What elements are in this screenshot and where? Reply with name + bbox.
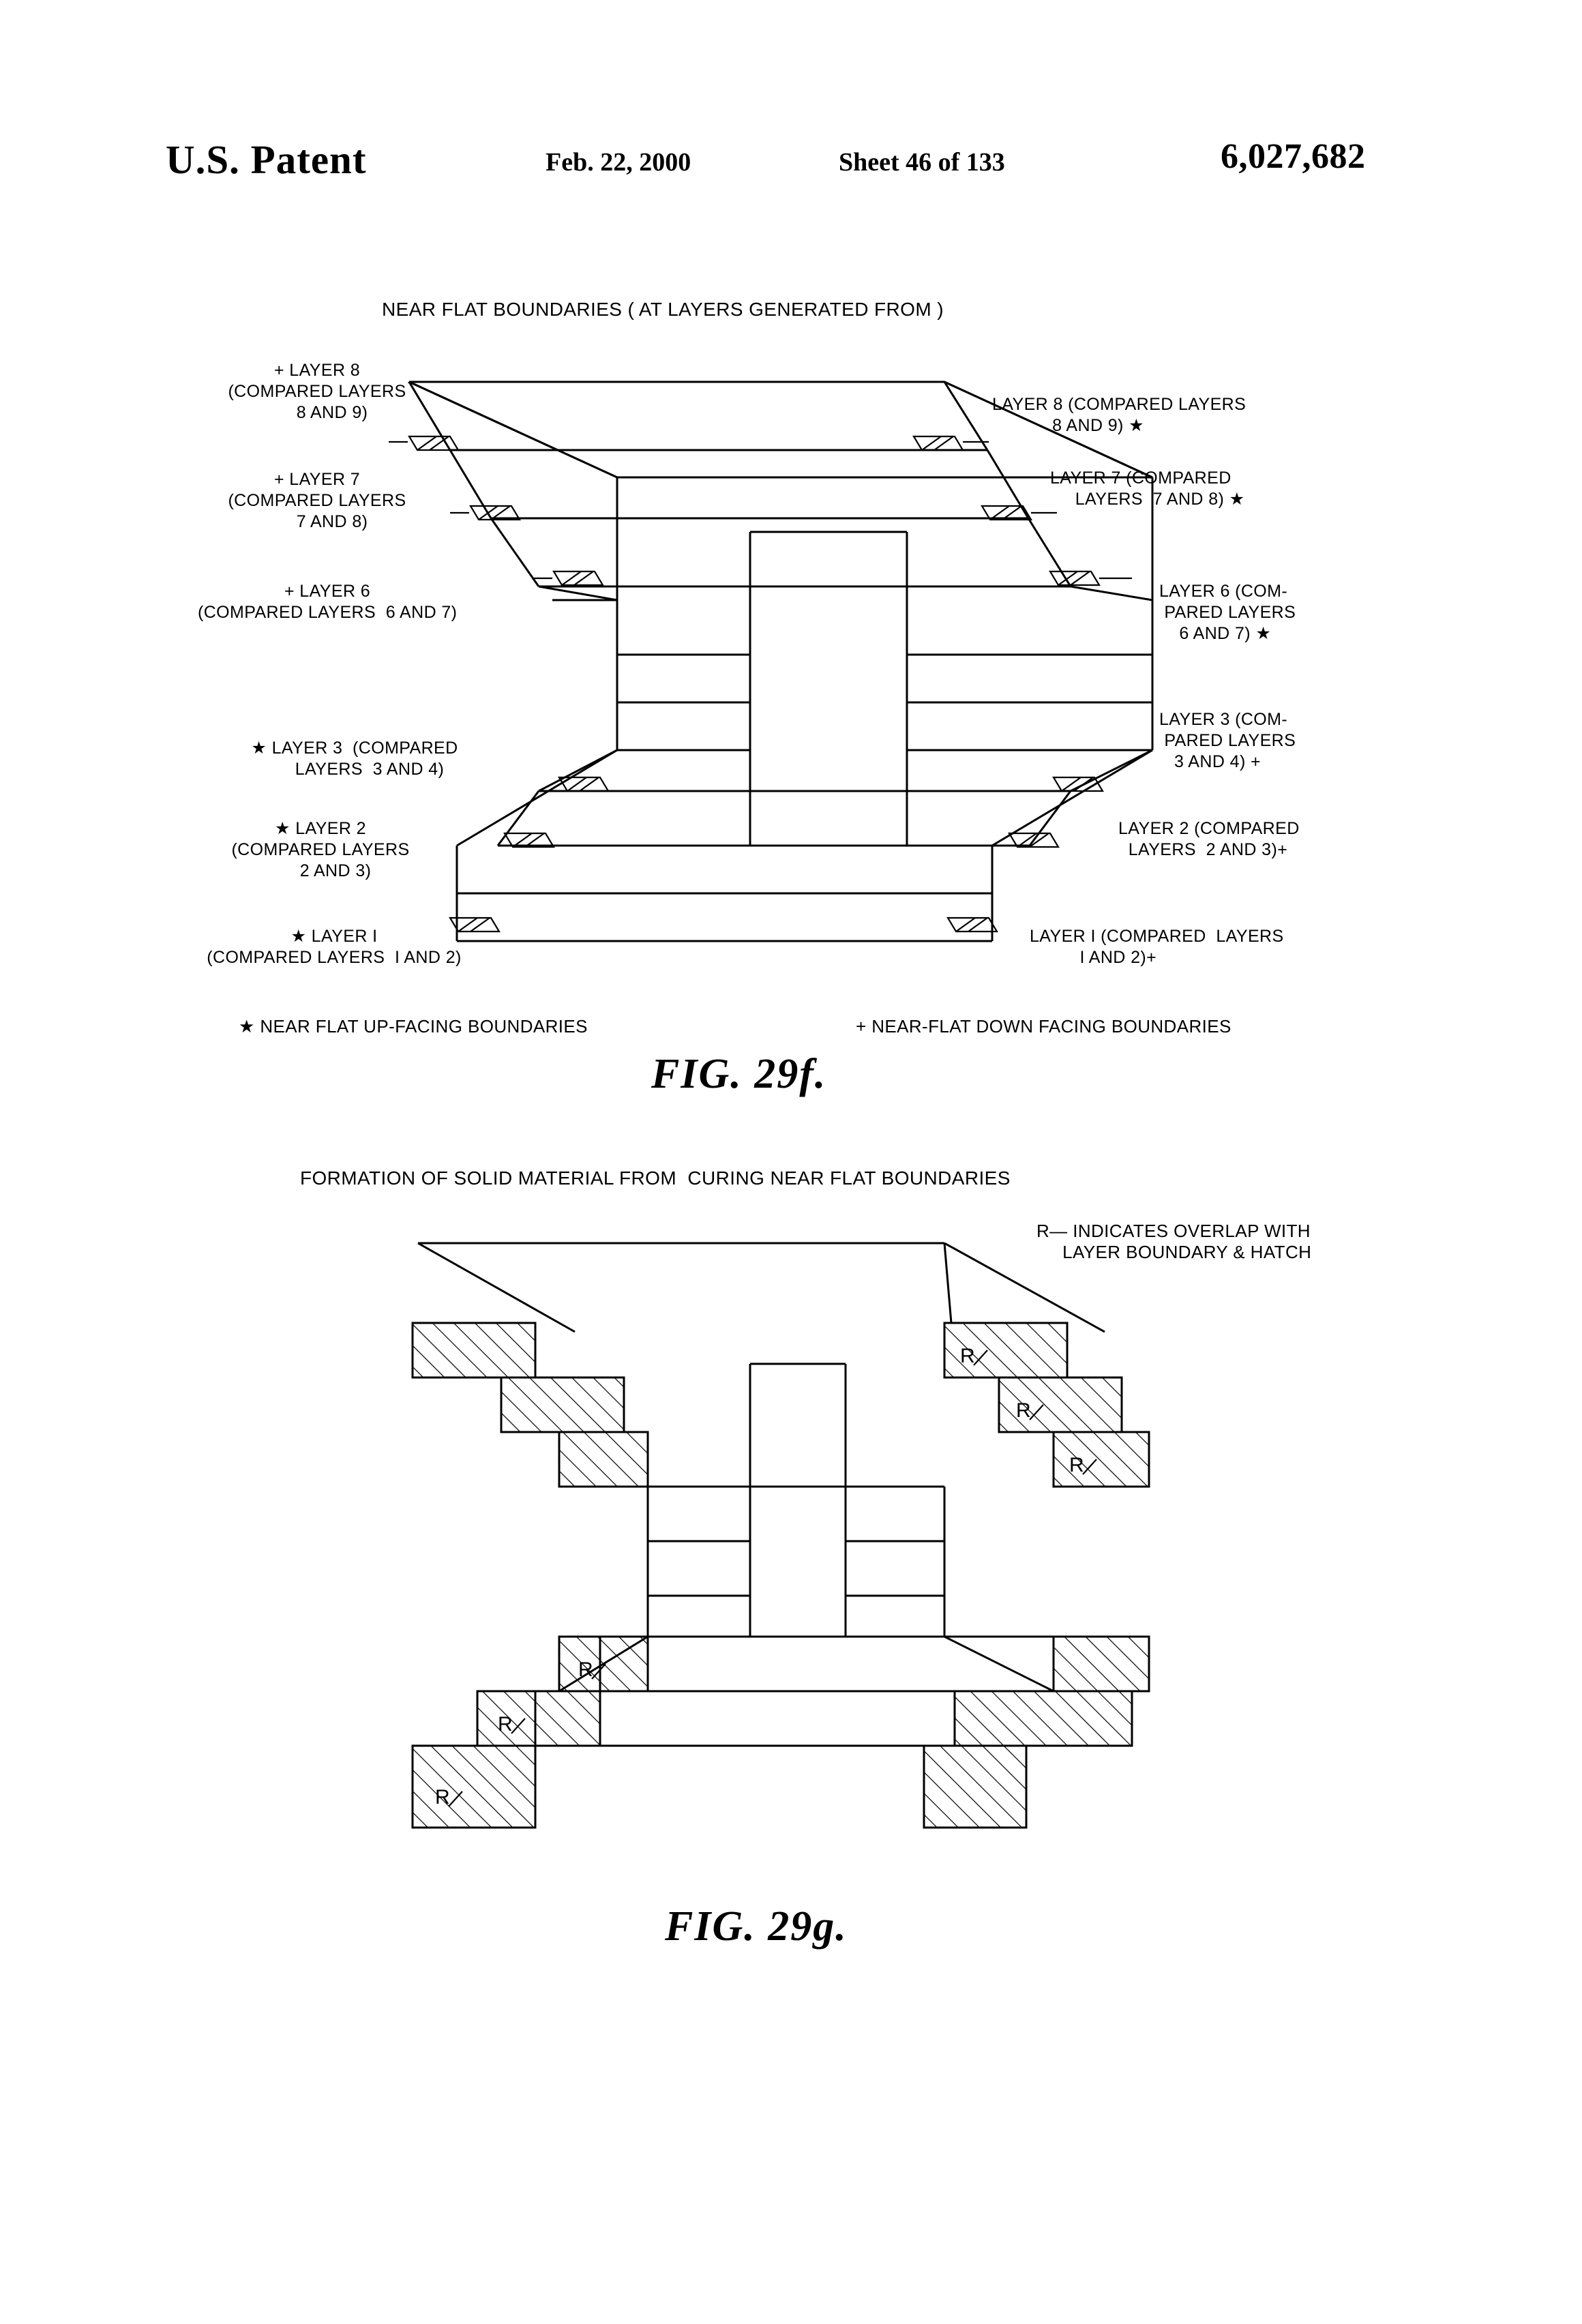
fig29f-right-label-layer3: LAYER 3 (COM- PARED LAYERS 3 AND 4) + (1159, 710, 1296, 771)
fig29f-right-label-layer6: LAYER 6 (COM- PARED LAYERS 6 AND 7) ★ (1159, 582, 1296, 643)
fig29g-note: R— INDICATES OVERLAP WITH LAYER BOUNDARY & HATCH (1036, 1221, 1312, 1262)
fig29f-caption: FIG. 29f. (651, 1051, 827, 1097)
fig29f-right-label-layer8: LAYER 8 (COMPARED LAYERS 8 AND 9) ★ (992, 395, 1247, 435)
fig29f-right-label-layer1: LAYER I (COMPARED LAYERS I AND 2)+ (1030, 927, 1284, 967)
fig29f-legend-downfacing: + NEAR-FLAT DOWN FACING BOUNDARIES (856, 1016, 1232, 1037)
overlap-marker-r: R (578, 1658, 593, 1681)
fig29f-left-label-layer3: ★ LAYER 3 (COMPARED LAYERS 3 AND 4) (251, 739, 458, 779)
fig29g-caption: FIG. 29g. (665, 1903, 848, 1950)
patent-office-title: U.S. Patent (166, 137, 367, 182)
overlap-marker-r: R (498, 1713, 513, 1735)
fig29f-left-label-layer2: ★ LAYER 2 (COMPARED LAYERS 2 AND 3) (231, 819, 410, 880)
overlap-marker-r: R (435, 1786, 450, 1808)
fig29f-legend-upfacing: ★ NEAR FLAT UP-FACING BOUNDARIES (239, 1016, 588, 1037)
overlap-marker-r: R (960, 1345, 975, 1367)
patent-date: Feb. 22, 2000 (546, 148, 691, 177)
fig29g-title: FORMATION OF SOLID MATERIAL FROM CURING NEAR FLAT BOUNDARIES (300, 1167, 1011, 1189)
fig29f-left-label-layer7: + LAYER 7 (COMPARED LAYERS 7 AND 8) (228, 470, 406, 531)
fig29f-left-label-layer1: ★ LAYER I (COMPARED LAYERS I AND 2) (207, 927, 462, 967)
fig29f-title: NEAR FLAT BOUNDARIES ( AT LAYERS GENERATED FROM ) (382, 299, 944, 320)
fig29f-left-label-layer6: + LAYER 6 (COMPARED LAYERS 6 AND 7) (198, 582, 458, 622)
overlap-marker-r: R (1016, 1399, 1031, 1422)
patent-number: 6,027,682 (1221, 137, 1366, 176)
overlap-marker-r: R (1069, 1454, 1084, 1476)
fig29f-right-label-layer2: LAYER 2 (COMPARED LAYERS 2 AND 3)+ (1118, 819, 1300, 859)
fig29f-right-label-layer7: LAYER 7 (COMPARED LAYERS 7 AND 8) ★ (1050, 468, 1245, 509)
fig29f-left-label-layer8: + LAYER 8 (COMPARED LAYERS 8 AND 9) (228, 361, 406, 422)
sheet-number: Sheet 46 of 133 (839, 148, 1005, 177)
